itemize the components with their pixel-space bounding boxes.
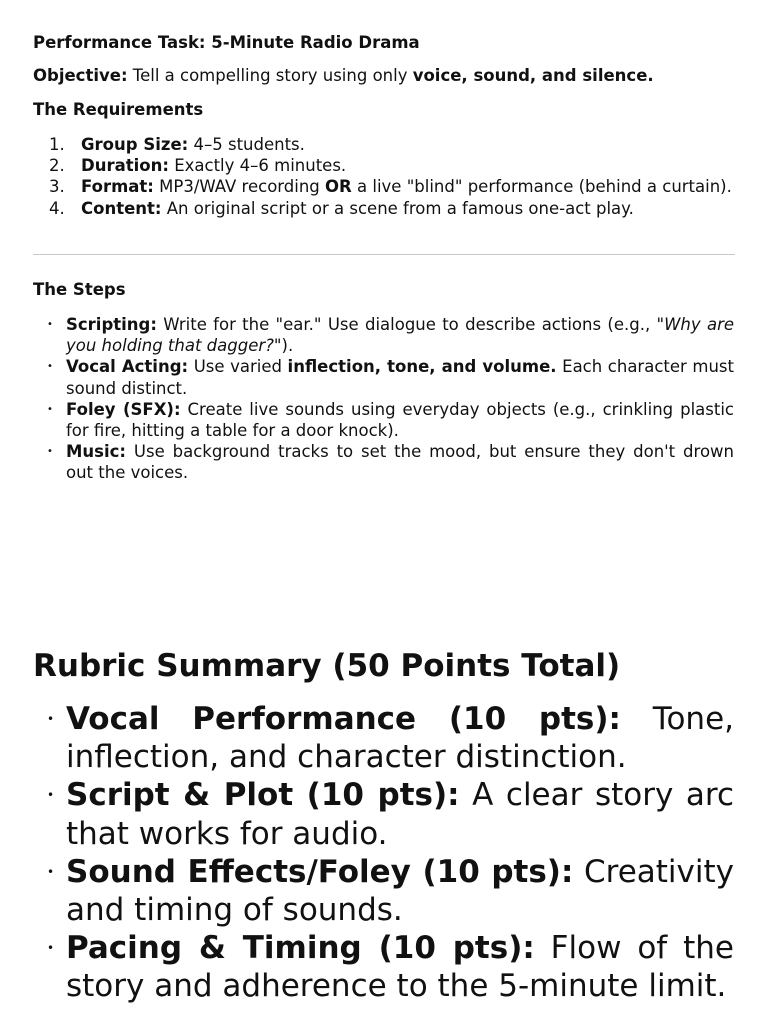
steps-heading: The Steps	[33, 280, 126, 299]
step-label: Scripting:	[66, 315, 157, 334]
rubric-heading: Rubric Summary (50 Points Total)	[33, 648, 621, 684]
requirement-item	[33, 155, 734, 176]
bullet-icon: •	[47, 941, 55, 956]
step-item	[33, 441, 734, 483]
step-label: Foley (SFX):	[66, 399, 181, 419]
requirement-item	[33, 198, 734, 219]
requirement-number: 4.	[49, 198, 65, 218]
objective-label: Objective:	[33, 66, 128, 85]
step-label: Music:	[66, 442, 127, 462]
step-text: Write for the "ear." Use dialogue to describe actions (e.g., "	[156, 315, 665, 334]
bullet-icon: •	[47, 712, 55, 726]
step-item	[33, 356, 734, 398]
rubric-item	[33, 700, 734, 776]
step-item	[33, 314, 734, 356]
step-item	[33, 399, 734, 441]
steps-list	[33, 314, 734, 484]
step-text: ").	[273, 336, 294, 356]
rubric-label: Vocal Performance (10 pts):	[66, 701, 621, 737]
bullet-icon: •	[47, 403, 53, 415]
objective-line	[33, 66, 654, 85]
requirement-text: An original script or a scene from a famous one-act play.	[161, 198, 634, 218]
step-text: Create live sounds using everyday objects (e.g., crinkling plastic for fire, hitting a table for a door knock).	[66, 399, 734, 441]
rubric-text: Tone, inflection, and character distinction.	[66, 701, 734, 776]
rubric-text: Flow of the story and adherence to the 5-minute limit.	[66, 930, 734, 1005]
bullet-icon: •	[47, 446, 53, 458]
step-text: Use background tracks to set the mood, but ensure they don't drown out the voices.	[66, 442, 734, 483]
bullet-icon: •	[47, 319, 53, 330]
rubric-label: Script & Plot (10 pts):	[66, 777, 460, 814]
step-emphasis: inflection, tone, and volume.	[287, 357, 557, 377]
bullet-icon: •	[47, 361, 53, 373]
requirement-text: 4–5 students.	[188, 135, 305, 154]
requirements-heading: The Requirements	[33, 100, 204, 119]
step-text: Each character must sound distinct.	[66, 357, 734, 398]
rubric-text: A clear story arc that works for audio.	[66, 777, 734, 852]
requirement-item	[33, 176, 734, 197]
requirement-text: Exactly 4–6 minutes.	[168, 156, 347, 176]
bullet-icon: •	[47, 788, 55, 803]
rubric-list	[33, 700, 734, 1006]
requirement-number: 2.	[49, 156, 65, 176]
rubric-label: Sound Effects/Foley (10 pts):	[66, 853, 574, 890]
requirement-text: MP3/WAV recording	[153, 177, 326, 197]
rubric-item	[33, 853, 734, 929]
page-title: Performance Task: 5-Minute Radio Drama	[33, 33, 420, 52]
step-label: Vocal Acting:	[66, 357, 189, 377]
objective-text: Tell a compelling story using only	[127, 66, 413, 85]
objective-emphasis: voice, sound, and silence.	[412, 66, 654, 85]
rubric-text: Creativity and timing of sounds.	[66, 853, 734, 929]
rubric-item	[33, 929, 734, 1005]
requirement-label: Group Size:	[81, 135, 189, 154]
rubric-item	[33, 776, 734, 852]
bullet-icon: •	[47, 864, 55, 879]
step-text: Use varied	[188, 357, 288, 377]
requirement-label: Format:	[81, 177, 154, 197]
rubric-label: Pacing & Timing (10 pts):	[66, 930, 535, 967]
requirement-label: Content:	[81, 198, 162, 218]
requirement-number: 1.	[49, 135, 65, 154]
requirements-list	[33, 134, 734, 219]
requirement-item	[33, 134, 734, 155]
requirement-or: OR	[325, 177, 352, 197]
requirement-number: 3.	[49, 177, 65, 197]
requirement-label: Duration:	[81, 156, 169, 176]
requirement-text: a live "blind" performance (behind a curtain).	[351, 177, 732, 197]
step-example: Why are you holding that dagger?	[66, 315, 735, 356]
section-divider	[33, 254, 735, 255]
